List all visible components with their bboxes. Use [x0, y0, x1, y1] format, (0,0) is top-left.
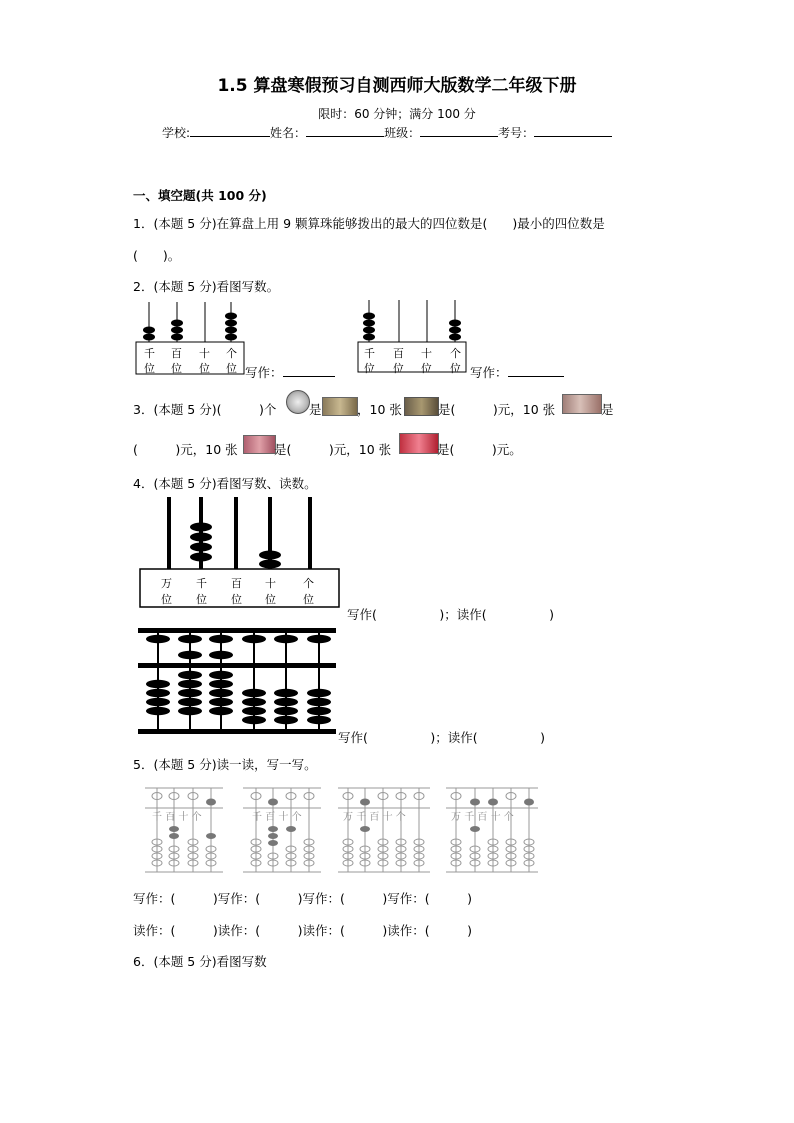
q5-text: 5．(本题 5 分)读一读，写一写。	[133, 757, 317, 772]
banknote-10yuan-icon	[243, 435, 276, 454]
q5c-l1: 万	[343, 812, 353, 823]
abacus-bead	[307, 698, 331, 706]
q5a-labels	[152, 808, 202, 823]
q5b-labels	[252, 808, 302, 823]
q2a-wei-3: 位	[199, 362, 210, 375]
class-label: 班级：	[384, 126, 421, 140]
abacus-bead	[209, 689, 233, 697]
school-field[interactable]	[190, 124, 270, 137]
q4-wei-5: 位	[303, 593, 314, 606]
q2b-answer-field[interactable]	[508, 364, 564, 377]
q4-label-qian: 千	[196, 577, 207, 590]
q2b-label-bai: 百	[393, 347, 404, 360]
student-info	[162, 124, 612, 141]
q1-line1: 1．(本题 5 分)在算盘上用 9 颗算珠能够拨出的最大的四位数是( )最小的四位数是	[133, 216, 605, 231]
abacus-bead	[209, 707, 233, 715]
q5-abacus-3	[338, 786, 432, 874]
q2a-wei-4: 位	[226, 362, 237, 375]
q4-wei-1: 位	[161, 593, 172, 606]
banknote-100yuan-icon	[399, 433, 439, 454]
abacus-bead	[146, 635, 170, 643]
school-label: 学校:	[162, 126, 191, 140]
q5-abacus-4	[446, 786, 540, 874]
banknote-1jiao-icon-2	[404, 397, 439, 416]
name-label: 姓名：	[270, 126, 307, 140]
q2b-label-ge: 个	[450, 347, 461, 360]
q2b-wei-4: 位	[450, 362, 461, 375]
section-heading: 一、填空题(共 100 分)	[133, 188, 267, 203]
abacus-bead	[274, 716, 298, 724]
q2a-label-shi: 十	[199, 347, 210, 360]
q3-part8: 是( )元。	[437, 442, 522, 457]
abacus-bead	[242, 698, 266, 706]
q4-wei-3: 位	[231, 593, 242, 606]
q5c-labels	[343, 808, 406, 823]
q5b-l1: 千	[252, 812, 262, 823]
q5b-l2: 百	[265, 812, 276, 823]
page-title: 1.5 算盘寒假预习自测西师大版数学二年级下册	[217, 76, 577, 96]
q2b-write-label: 写作：	[470, 365, 508, 380]
q5a-l1: 千	[152, 812, 162, 823]
abacus-bead	[307, 716, 331, 724]
abacus-bead	[242, 716, 266, 724]
q5d-l1: 万	[451, 812, 461, 823]
q5d-l2: 千	[464, 812, 475, 823]
abacus-bead	[242, 635, 266, 643]
abacus-bead	[146, 689, 170, 697]
q6-text: 6．(本题 5 分)看图写数	[133, 954, 267, 969]
q4-label-ge: 个	[303, 577, 314, 590]
q5a-l2: 百	[165, 812, 176, 823]
abacus-bead	[178, 635, 202, 643]
q3-part6: ( )元，10 张	[133, 442, 238, 457]
q5d-l4: 十	[490, 812, 501, 823]
q5-abacus-1	[145, 786, 225, 874]
q4-wei-4: 位	[265, 593, 276, 606]
banknote-1yuan-icon	[562, 394, 602, 414]
number-field[interactable]	[534, 124, 612, 137]
abacus-bead	[274, 707, 298, 715]
abacus-bead	[209, 635, 233, 643]
q5-abacus-2	[243, 786, 323, 874]
abacus-bead	[146, 707, 170, 715]
q2b-wei-3: 位	[421, 362, 432, 375]
abacus-bead	[178, 680, 202, 688]
class-field[interactable]	[420, 124, 498, 137]
q5c-l5: 个	[395, 812, 406, 823]
q5d-labels	[451, 808, 514, 823]
q4-abacus-2	[138, 628, 338, 736]
abacus-bead	[274, 698, 298, 706]
abacus-bead	[146, 698, 170, 706]
q2-text: 2．(本题 5 分)看图写数。	[133, 279, 280, 294]
q5d-l3: 百	[477, 812, 488, 823]
time-limit: 限时：60 分钟；满分 100 分	[318, 107, 476, 121]
abacus-bead	[307, 707, 331, 715]
abacus-bead	[178, 671, 202, 679]
abacus-bead	[274, 635, 298, 643]
q5a-l4: 个	[191, 812, 202, 823]
abacus-bead	[307, 689, 331, 697]
q4-wei-2: 位	[196, 593, 207, 606]
q3-part3: ，10 张	[357, 402, 402, 417]
q3-part4: 是( )元，10 张	[438, 402, 556, 417]
q2b-label-shi: 十	[421, 347, 432, 360]
q5b-l3: 十	[278, 812, 289, 823]
q2a-answer-field[interactable]	[283, 364, 335, 377]
q2a-wei-2: 位	[171, 362, 182, 375]
abacus-bead	[178, 707, 202, 715]
abacus-bead	[209, 671, 233, 679]
abacus-bead	[178, 698, 202, 706]
q5b-l4: 个	[291, 812, 302, 823]
name-field[interactable]	[306, 124, 384, 137]
q2a-write	[245, 363, 335, 381]
q5c-l4: 十	[382, 812, 393, 823]
q2a-write-label: 写作：	[245, 365, 283, 380]
q5d-l5: 个	[503, 812, 514, 823]
q5c-l2: 千	[356, 812, 367, 823]
abacus-bead	[178, 689, 202, 697]
q2b-label-qian: 千	[364, 347, 375, 360]
abacus-bead	[242, 707, 266, 715]
q3-part2: 是	[309, 402, 322, 417]
q2b-write	[470, 363, 564, 381]
q2a-wei-1: 位	[144, 362, 155, 375]
abacus-bead	[146, 680, 170, 688]
q2a-label-ge: 个	[226, 347, 237, 360]
q4-text: 4．(本题 5 分)看图写数、读数。	[133, 476, 317, 491]
q5-write-row[interactable]: 写作：( )写作：( )写作：( )写作：( )	[133, 891, 473, 906]
q5c-l3: 百	[369, 812, 380, 823]
banknote-1jiao-icon	[322, 397, 358, 416]
abacus-bead	[274, 689, 298, 697]
number-label: 考号：	[498, 126, 535, 140]
q3-part1: 3．(本题 5 分)( )个	[133, 402, 277, 417]
abacus-bead	[307, 635, 331, 643]
coin-icon	[286, 390, 310, 414]
q4-label-shi: 十	[265, 577, 276, 590]
q5a-l3: 十	[178, 812, 189, 823]
q3-part5: 是	[601, 402, 614, 417]
q5-read-row[interactable]: 读作：( )读作：( )读作：( )读作：( )	[133, 923, 473, 938]
abacus-bead	[242, 689, 266, 697]
q4-label-wan: 万	[161, 577, 172, 590]
q2b-wei-1: 位	[364, 362, 375, 375]
abacus-bead	[178, 651, 202, 659]
q4-answer1[interactable]: 写作( )；读作( )	[347, 607, 555, 622]
q2a-label-qian: 千	[144, 347, 155, 360]
q1-line2: ( )。	[133, 248, 181, 263]
abacus-bead	[209, 680, 233, 688]
q3-part7: 是( )元，10 张	[274, 442, 392, 457]
abacus-bead	[209, 651, 233, 659]
abacus-bead	[209, 698, 233, 706]
q2b-wei-2: 位	[393, 362, 404, 375]
q2a-label-bai: 百	[171, 347, 182, 360]
q4-label-bai: 百	[231, 577, 242, 590]
q4-answer2[interactable]: 写作( )；读作( )	[338, 730, 546, 745]
